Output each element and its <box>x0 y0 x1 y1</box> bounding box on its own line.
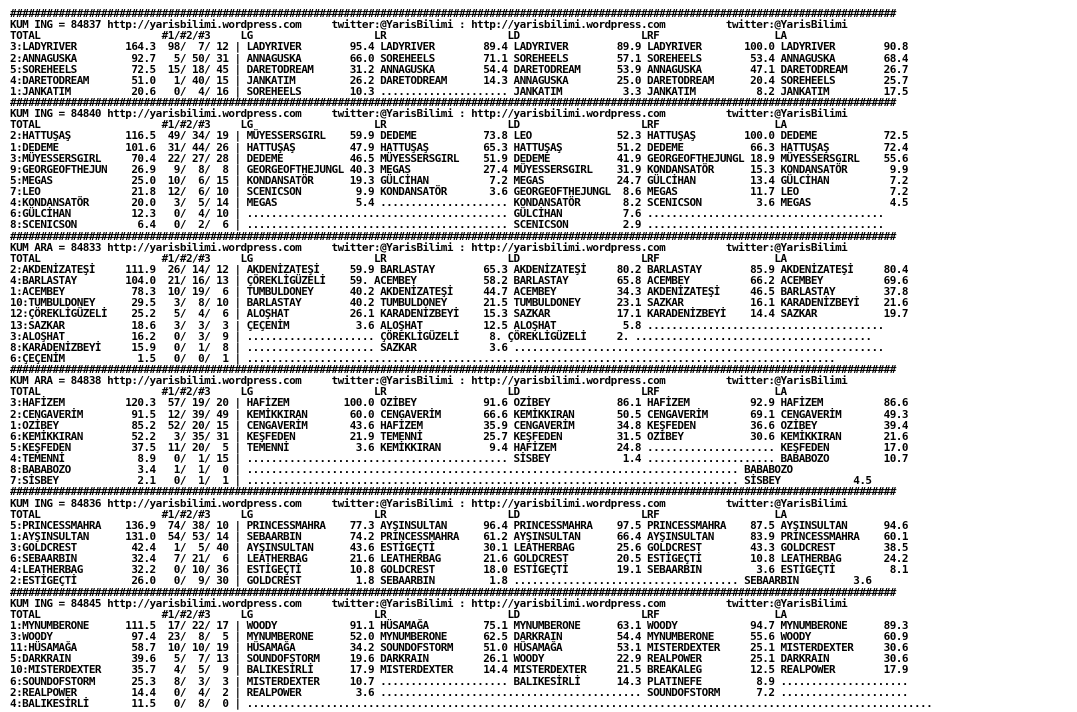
data-row: 4:BALIKESİRLİ 11.5 0/ 8/ 0 | ................................................................................................................. <box>10 696 933 710</box>
data-row: 6:GÜLCİHAN 12.3 0/ 4/ 10 | ........................................... GÜLCİHAN 7.6 ....................................... <box>10 207 884 221</box>
data-row: 5:SOREHEELS 72.5 15/ 18/ 45 | DARETODREAM 31.2 ANNAGUSKA 54.4 DARETODREAM 53.9 ANNAGUSKA 47.1 DARETODREAM 26.7 <box>10 62 908 76</box>
data-row: 4:KONDANSATÖR 20.0 3/ 5/ 14 | MEGAS 5.4 ..................... KONDANSATÖR 8.2 SCENICSON 3.6 MEGAS 4.5 <box>10 196 908 210</box>
data-row: 1:AYŞINSULTAN 131.0 54/ 53/ 14 | SEBAARBIN 74.2 PRINCESSMAHRA 61.2 AYŞINSULTAN 66.4 AYŞINSULTAN 83.9 PRINCESSMAHRA 60.1 <box>10 529 908 543</box>
data-row: 3:GOLDCREST 42.4 1/ 5/ 40 | AYŞINSULTAN 43.6 ESTİGEÇTİ 30.1 LEATHERBAG 25.6 GOLDCREST 43.3 GOLDCREST 38.5 <box>10 541 908 554</box>
section-divider: ################################################################################################################################################## <box>10 485 896 499</box>
race-header: KUM ARA = 84838 http://yarisbilimi.wordpress.com twitter:@YarisBilimi : http://yarisbilimi.wordpress.com twitter:@YarisBilimi <box>10 374 848 388</box>
data-row: 10:TUMBULDONEY 29.5 3/ 8/ 10 | BARLASTAY 40.2 TUMBULDONEY 21.5 TUMBULDONEY 23.1 SAZKAR 16.1 KARADENİZBEYİ 21.6 <box>10 296 908 310</box>
data-row: 7:LEO 21.8 12/ 6/ 10 | SCENICSON 9.9 KONDANSATÖR 3.6 GEORGEOFTHEJUNGL 8.6 MEGAS 11.7 LEO 7.2 <box>10 185 908 198</box>
data-row: 2:HATTUŞAŞ 116.5 49/ 34/ 19 | MÜYESSERSGIRL 59.9 DEDEME 73.8 LEO 52.3 HATTUŞAŞ 100.0 DEDEME 72.5 <box>10 129 908 143</box>
section-divider: ################################################################################################################################################## <box>10 229 896 243</box>
data-row: 5:MEGAS 25.0 10/ 6/ 15 | KONDANSATÖR 19.3 GÜLCİHAN 7.2 MEGAS 24.7 GÜLCİHAN 13.4 GÜLCİHAN 7.2 <box>10 173 908 187</box>
data-row: 12:ÇÖREKLİGÜZELİ 25.2 5/ 4/ 6 | ALOŞHAT 26.1 KARADENİZBEYİ 15.3 SAZKAR 17.1 KARADENİZBEYİ 14.4 SAZKAR 19.7 <box>10 307 908 321</box>
race-header: KUM ING = 84840 http://yarisbilimi.wordpress.com twitter:@YarisBilimi : http://yarisbilimi.wordpress.com twitter:@YarisBilimi <box>10 107 848 121</box>
column-header: TOTAL #1/#2/#3 LG LR LD LRF LA <box>10 251 787 265</box>
data-row: 5:DARKRAIN 39.6 5/ 7/ 13 | SOUNDOFSTORM 19.6 DARKRAIN 26.1 WOODY 22.9 REALPOWER 25.1 DARKRAIN 30.6 <box>10 652 908 666</box>
data-row: 5:KEŞFEDEN 37.5 11/ 20/ 5 | TEMENNİ 3.6 KEMİKKIRAN 9.4 HAFİZEM 24.8 ..................... KEŞFEDEN 17.0 <box>10 440 908 454</box>
section-divider: ################################################################################################################################################## <box>10 585 896 599</box>
data-row: 8:SCENICSON 6.4 0/ 2/ 6 | ........................................... SCENICSON 2.9 ....................................... <box>10 218 884 232</box>
data-row: 6:SOUNDOFSTORM 25.3 8/ 3/ 3 | MISTERDEXTER 10.7 ..................... BALIKESİRLİ 14.3 PLATINEFE 8.9 ..................... <box>10 674 908 688</box>
data-row: 7:SİSBEY 2.1 0/ 1/ 1 | ................................................................................. SİSBEY 4.5 <box>10 474 872 488</box>
race-header: KUM ARA = 84833 http://yarisbilimi.wordpress.com twitter:@YarisBilimi : http://yarisbilimi.wordpress.com twitter:@YarisBilimi <box>10 240 848 254</box>
data-row: 2:REALPOWER 14.4 0/ 4/ 2 | REALPOWER 3.6 ........................................... SOUNDOFSTORM 7.2 ..................... <box>10 685 908 699</box>
data-row: 1:JANKATIM 20.6 0/ 4/ 16 | SOREHEELS 10.3 ..................... JANKATIM 3.3 JANKATIM 8.2 JANKATIM 17.5 <box>10 84 908 98</box>
data-row: 2:ESTİGEÇTİ 26.0 0/ 9/ 30 | GOLDCREST 1.8 SEBAARBIN 1.8 ..................................... SEBAARBIN 3.6 <box>10 574 872 588</box>
column-header: TOTAL #1/#2/#3 LG LR LD LRF LA <box>10 607 787 621</box>
data-row: 4:TEMENNİ 8.9 0/ 1/ 15 | ........................................... SİSBEY 1.4 ..................... BABABOZO 10.7 <box>10 452 908 465</box>
data-row: 4:LEATHERBAG 32.2 0/ 10/ 36 | ESTİGEÇTİ 10.8 GOLDCREST 18.0 ESTİGEÇTİ 19.1 SEBAARBIN 3.6 ESTİGEÇTİ 8.1 <box>10 563 908 577</box>
race-header: KUM ING = 84845 http://yarisbilimi.wordpress.com twitter:@YarisBilimi : http://yarisbilimi.wordpress.com twitter:@YarisBilimi <box>10 596 848 610</box>
race-header: KUM ING = 84836 http://yarisbilimi.wordpress.com twitter:@YarisBilimi : http://yarisbilimi.wordpress.com twitter:@YarisBilimi <box>10 496 848 510</box>
data-row: 6:SEBAARBIN 32.4 7/ 21/ 6 | LEATHERBAG 21.6 LEATHERBAG 21.6 GOLDCREST 20.5 ESTİGEÇTİ 10.8 LEATHERBAG 24.2 <box>10 552 908 566</box>
data-row: 8:BABABOZO 3.4 1/ 1/ 0 | ................................................................................. BABABOZO <box>10 463 793 477</box>
data-row: 4:BARLASTAY 104.0 21/ 16/ 13 | ÇÖREKLİGÜZELİ 59. ACEMBEY 58.2 BARLASTAY 65.8 ACEMBEY 66.2 ACEMBEY 69.6 <box>10 274 908 287</box>
data-row: 2:AKDENİZATEŞİ 111.9 26/ 14/ 12 | AKDENİZATEŞİ 59.9 BARLASTAY 65.3 AKDENİZATEŞİ 80.2 BARLASTAY 85.9 AKDENİZATEŞİ 80.4 <box>10 262 908 276</box>
data-row: 2:ANNAGUSKA 92.7 5/ 50/ 31 | ANNAGUSKA 66.0 SOREHEELS 71.1 SOREHEELS 57.1 SOREHEELS 53.4 ANNAGUSKA 68.4 <box>10 51 908 65</box>
data-row: 3:LADYRIVER 164.3 98/ 7/ 12 | LADYRIVER 95.4 LADYRIVER 89.4 LADYRIVER 89.9 LADYRIVER 100.0 LADYRIVER 90.8 <box>10 40 908 54</box>
section-divider: ################################################################################################################################################## <box>10 96 896 109</box>
data-row: 8:KARADENİZBEYİ 15.9 0/ 1/ 8 | ..................... SAZKAR 3.6 ............................................................. <box>10 340 884 354</box>
data-row: 3:WOODY 97.4 23/ 8/ 5 | MYNUMBERONE 52.0 MYNUMBERONE 62.5 DARKRAIN 54.4 MYNUMBERONE 55.6 WOODY 60.9 <box>10 630 908 643</box>
data-row: 1:MYNUMBERONE 111.5 17/ 22/ 17 | WOODY 91.1 HÜSAMAĞA 75.1 MYNUMBERONE 63.1 WOODY 94.7 MYNUMBERONE 89.3 <box>10 618 908 632</box>
data-row: 1:OZİBEY 85.2 52/ 20/ 15 | CENGAVERİM 43.6 HAFİZEM 35.9 CENGAVERİM 34.8 KEŞFEDEN 36.6 OZİBEY 39.4 <box>10 418 908 432</box>
data-row: 11:HÜSAMAĞA 58.7 10/ 10/ 19 | HÜSAMAĞA 34.2 SOUNDOFSTORM 51.0 HÜSAMAĞA 53.1 MISTERDEXTER 25.1 MISTERDEXTER 30.6 <box>10 641 908 655</box>
data-row: 3:ALOŞHAT 16.2 0/ 3/ 9 | ..................... ÇÖREKLİGÜZELİ 8. ÇÖREKLİGÜZELİ 2. ....................................... <box>10 329 872 343</box>
data-row: 5:PRINCESSMAHRA 136.9 74/ 38/ 10 | PRINCESSMAHRA 77.3 AYŞINSULTAN 96.4 PRINCESSMAHRA 97.5 PRINCESSMAHRA 87.5 AYŞINSULTAN 94.6 <box>10 518 908 532</box>
data-row: 13:SAZKAR 18.6 3/ 3/ 3 | ÇEÇENİM 3.6 ALOŞHAT 12.5 ALOŞHAT 5.8 ....................................... <box>10 318 884 332</box>
column-header: TOTAL #1/#2/#3 LG LR LD LRF LA <box>10 507 787 521</box>
data-row: 10:MISTERDEXTER 35.7 4/ 5/ 9 | BALIKESİRLİ 17.9 MISTERDEXTER 14.4 MISTERDEXTER 21.5 BREAKALEG 12.5 REALPOWER 17.9 <box>10 663 908 677</box>
data-row: 6:KEMİKKIRAN 52.2 3/ 35/ 31 | KEŞFEDEN 21.9 TEMENNİ 25.7 KEŞFEDEN 31.5 OZİBEY 30.6 KEMİKKIRAN 21.6 <box>10 429 908 443</box>
data-row: 1:ACEMBEY 78.3 10/ 19/ 6 | TUMBULDONEY 40.2 AKDENİZATEŞİ 44.7 ACEMBEY 34.3 AKDENİZATEŞİ 46.5 BARLASTAY 37.8 <box>10 285 908 299</box>
race-stats-document <box>10 8 1077 709</box>
data-row: 2:CENGAVERİM 91.5 12/ 39/ 49 | KEMİKKIRAN 60.0 CENGAVERİM 66.6 KEMİKKIRAN 50.5 CENGAVERİM 69.1 CENGAVERİM 49.3 <box>10 407 908 421</box>
data-row: 4:DARETODREAM 51.0 1/ 40/ 15 | JANKATIM 26.2 DARETODREAM 14.3 ANNAGUSKA 25.0 DARETODREAM 20.4 SOREHEELS 25.7 <box>10 73 908 87</box>
data-row: 3:HAFİZEM 120.3 57/ 19/ 20 | HAFİZEM 100.0 OZİBEY 91.6 OZİBEY 86.1 HAFİZEM 92.9 HAFİZEM 86.6 <box>10 396 908 410</box>
section-divider: ################################################################################################################################################## <box>10 363 896 376</box>
column-header: TOTAL #1/#2/#3 LG LR LD LRF LA <box>10 385 787 399</box>
column-header: TOTAL #1/#2/#3 LG LR LD LRF LA <box>10 118 787 132</box>
column-header: TOTAL #1/#2/#3 LG LR LD LRF LA <box>10 29 787 43</box>
data-row: 3:MÜYESSERSGIRL 70.4 22/ 27/ 28 | DEDEME 46.5 MÜYESSERSGIRL 51.9 DEDEME 41.9 GEORGEOFTHEJUNGL 18.9 MÜYESSERSGIRL 55.6 <box>10 151 908 165</box>
race-header: KUM ING = 84837 http://yarisbilimi.wordpress.com twitter:@YarisBilimi : http://yarisbilimi.wordpress.com twitter:@YarisBilimi <box>10 18 848 32</box>
data-row: 6:ÇEÇENİM 1.5 0/ 0/ 1 | ................................................................................................. <box>10 351 836 365</box>
data-row: 1:DEDEME 101.6 31/ 44/ 26 | HATTUŞAŞ 47.9 HATTUŞAŞ 65.3 HATTUŞAŞ 51.2 DEDEME 66.3 HATTUŞAŞ 72.4 <box>10 140 908 154</box>
section-divider: ################################################################################################################################################## <box>10 7 896 20</box>
data-row: 9:GEORGEOFTHEJUN 26.9 9/ 8/ 8 | GEORGEOFTHEJUNGL 40.3 MEGAS 27.4 MÜYESSERSGIRL 31.9 KONDANSATÖR 15.3 KONDANSATÖR 9.9 <box>10 162 908 176</box>
